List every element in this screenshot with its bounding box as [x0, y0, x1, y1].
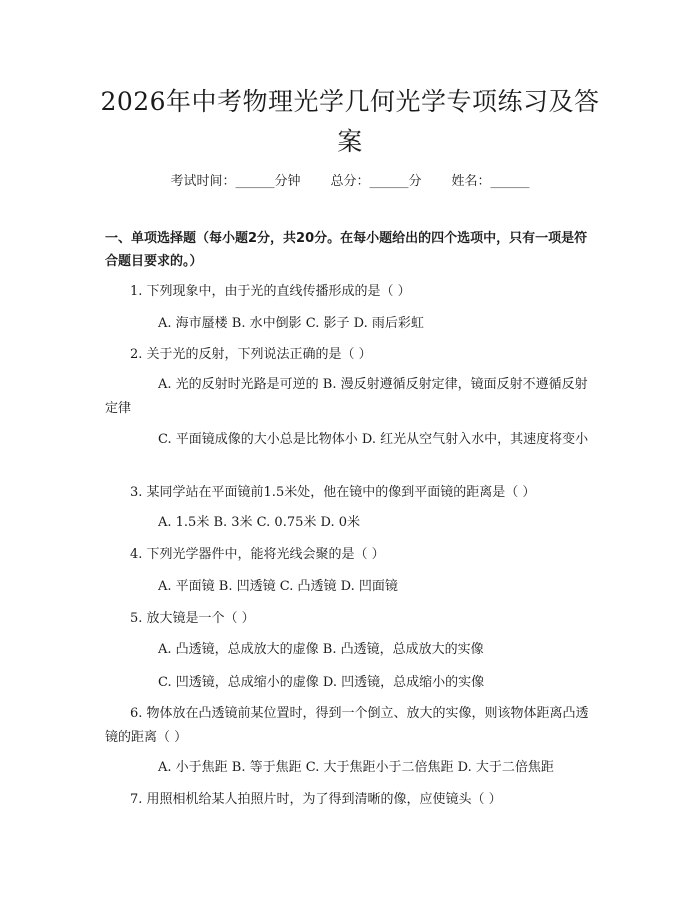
student-name-field: 姓名：______: [451, 174, 530, 189]
question-stem: 1. 下列现象中，由于光的直线传播形成的是（ ）: [130, 284, 411, 299]
question-stem: 2. 关于光的反射，下列说法正确的是（ ）: [130, 347, 372, 362]
question-options: A. 1.5米 B. 3米 C. 0.75米 D. 0米: [158, 515, 361, 530]
page-title: 2026年中考物理光学几何光学专项练习及答案: [100, 87, 600, 156]
question-options: C. 凹透镜，总成缩小的虚像 D. 凹透镜，总成缩小的实像: [158, 675, 485, 690]
total-score-field: 总分：______分: [330, 174, 422, 189]
exam-time-field: 考试时间：______分钟: [170, 174, 301, 189]
question-stem: 6. 物体放在凸透镜前某位置时，得到一个倒立、放大的实像，则该物体距离凸透镜的距离（ ）: [105, 706, 589, 745]
question-options: A. 光的反射时光路是可逆的 B. 漫反射遵循反射定律，镜面反射不遵循反射定律: [105, 377, 588, 416]
question-options: C. 平面镜成像的大小总是比物体小 D. 红光从空气射入水中，其速度将变小: [158, 432, 589, 447]
question-options: A. 凸透镜，总成放大的虚像 B. 凸透镜，总成放大的实像: [158, 642, 484, 657]
question-stem: 5. 放大镜是一个（ ）: [130, 611, 255, 626]
section-heading: 一、单项选择题（每小题2分，共20分。在每小题给出的四个选项中，只有一项是符合题目要求的。）: [105, 231, 588, 269]
question-options: A. 平面镜 B. 凹透镜 C. 凸透镜 D. 凹面镜: [158, 579, 398, 594]
question-stem: 4. 下列光学器件中，能将光线会聚的是（ ）: [130, 547, 385, 562]
question-stem: 7. 用照相机给某人拍照片时，为了得到清晰的像，应使镜头（ ）: [130, 792, 502, 807]
question-options: A. 小于焦距 B. 等于焦距 C. 大于焦距小于二倍焦距 D. 大于二倍焦距: [158, 760, 554, 775]
question-options: A. 海市蜃楼 B. 水中倒影 C. 影子 D. 雨后彩虹: [158, 316, 424, 331]
question-stem: 3. 某同学站在平面镜前1.5米处，他在镜中的像到平面镜的距离是（ ）: [130, 485, 536, 500]
exam-info-line: [0, 170, 700, 189]
